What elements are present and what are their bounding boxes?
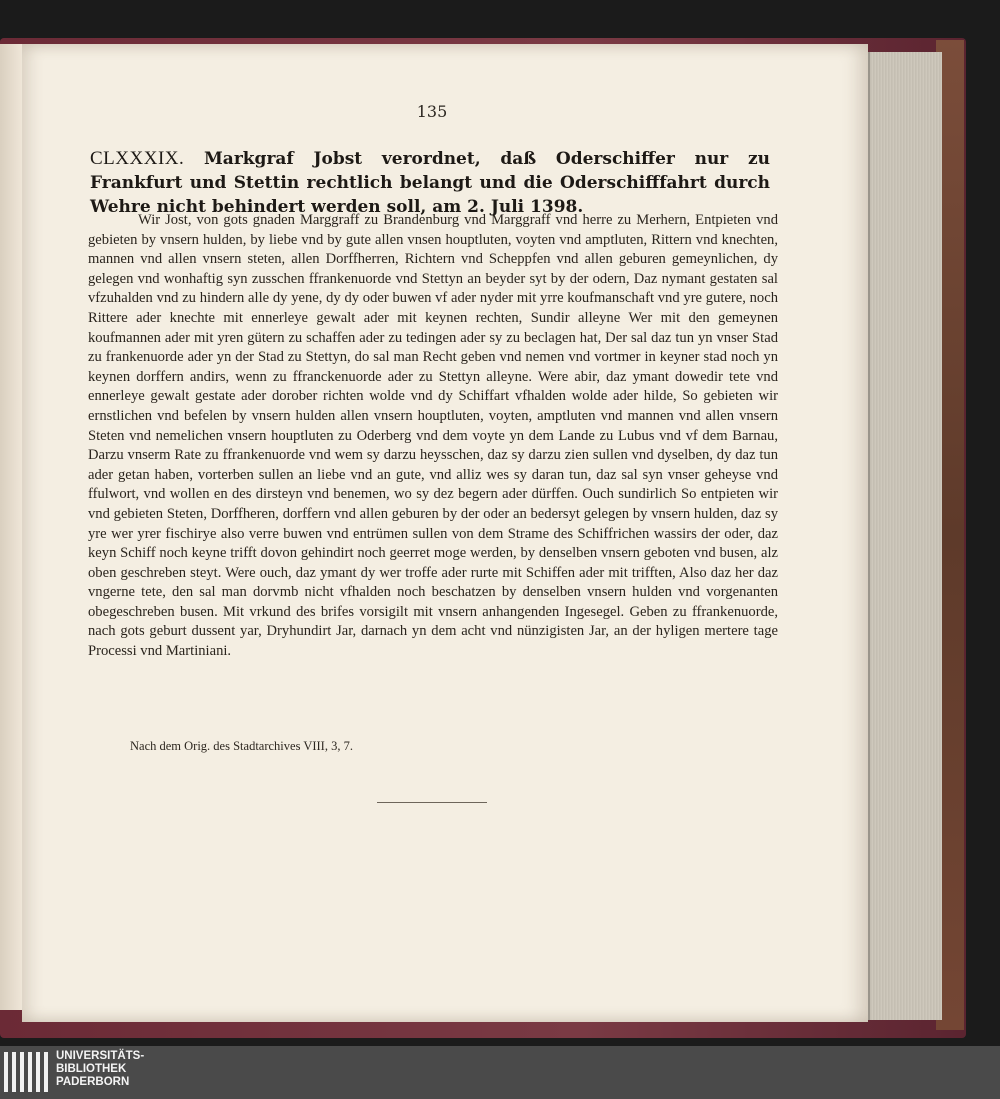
document-number: CLXXXIX.: [90, 148, 185, 169]
body-paragraph: Wir Jost, von gots gnaden Marggraff zu Brandenburg vnd Marggraff vnd herre zu Merhern, Entpieten vnd gebieten by vnsern hulden, by liebe vnd by gute allen vnsen houptluten, voyten vnd amptluten, Rittern vnd knechten, mannen vnd allen vnsern steten, allen Dorffherren, Richtern vnd Scheppfen vnd allen geburen gemeynlichen, dy gelegen vnd wonhaftig syn zusschen ffrankenuorde vnd Stettyn an beyder syt by der odern, Daz nymant gestaten sal vfzuhalden vnd zu hindern alle dy yene, dy dy oder buwen vf ader nyder mit yrre koufmanschaft vnd yre gutere, noch Rittere ader knechte mit ennerleye gewalt ader mit keynen rechten, Sundir alleyne Wer mit den gemeynen koufmannen ader mit yren gütern zu schaffen ader zu tedingen ader sy zu beclagen hat, Der sal daz tun yn vnser Stad zu frankenuorde ader yn der Stad zu Stettyn, do sal man Recht geben vnd nemen vnd vortmer in keyner stad noch yn keynen dorffern andirs, wenn zu ffranckenuorde ader zu Stettyn alleyne. Were abir, daz ymant dowedir tete vnd ennerleye gewalt gestate ader dorober richten wolde vnd dy Schiffart vfhalden wolde ader hilde, So gebieten wir ernstlichen vnd befelen by vnsern hulden allen vnsern houptluten, voyten, amptluten vnd mannen vnd allen vnsern Steten vnd nemelichen vnsern houptluten zu Oderberg vnd dem voyte yn dem Lande zu Lubus vnd vf dem Barnau, Darzu vnserm Rate zu ffrankenuorde vnd wem sy darzu heysschen, daz sy darzu zien sullen vnd dyselben, dy daz tun ader getan haben, vorterben sullen an liebe vnd an gute, vnd alliz wes sy daran tun, daz sal syn vnser geheyse vnd ffulwort, vnd wollen en des dirsteyn vnd benemen, wo sy dez begern ader dürffen. Ouch sundirlich So entpieten wir vnd gebieten Steten, Dorffheren, dorffern vnd allen geburen by der oder an bedersyt gelegen by vnsern hulden, daz sy yre wer yrer fischirye also verre buwen vnd entrümen sullen von dem Strame des Schiffrichen wassirs der oder, daz keyn Schiff noch keyne trifft dovon gehindirt noch geerret moge werden, by denselben vnsern geboten vnd busen, alz oben geschreben steyt. Were ouch, daz ymant dy wer troffe ader rurte mit Schiffen ader mit trifften, Also daz her daz vngerne tete, den sal man dorvmb nicht vfhalden noch beschatzen by denselben vnsern hulden vnd vorgenanten obegeschreben busen. Mit vrkund des brifes vorsigilt mit vnsern anhangenden Ingesegel. Geben zu ffrankenuorde, nach gots geburt dussent yar, Dryhundirt Jar, darnach yn dem acht vnd nünzigisten Jar, an der hyligen mertere tage Processi vnd Martiniani.: [88, 212, 778, 660]
book-page: [22, 44, 868, 1022]
separator-rule: [377, 802, 487, 803]
page-block-edges: [868, 52, 942, 1020]
logo-line-2: BIBLIOTHEK: [56, 1063, 127, 1075]
logo-line-3: PADERBORN: [56, 1076, 130, 1088]
library-footer: [0, 1046, 1000, 1099]
document-title: Markgraf Jobst verordnet, daß Oderschiffer nur zu Frankfurt und Stettin rechtlich belangt und die Oderschifffahrt durch Wehre nicht behindert werden soll, am 2. Juli 1398.: [90, 149, 770, 217]
page-number: 135: [416, 102, 448, 121]
document-heading: [90, 147, 770, 219]
library-logo-icon: [4, 1052, 48, 1092]
source-note: Nach dem Orig. des Stadtarchives VIII, 3, 7.: [130, 739, 353, 753]
logo-line-1: UNIVERSITÄTS-: [56, 1050, 145, 1062]
left-page-edge: [0, 44, 23, 1010]
library-logo-text: [56, 1050, 144, 1089]
document-body: [88, 211, 778, 662]
